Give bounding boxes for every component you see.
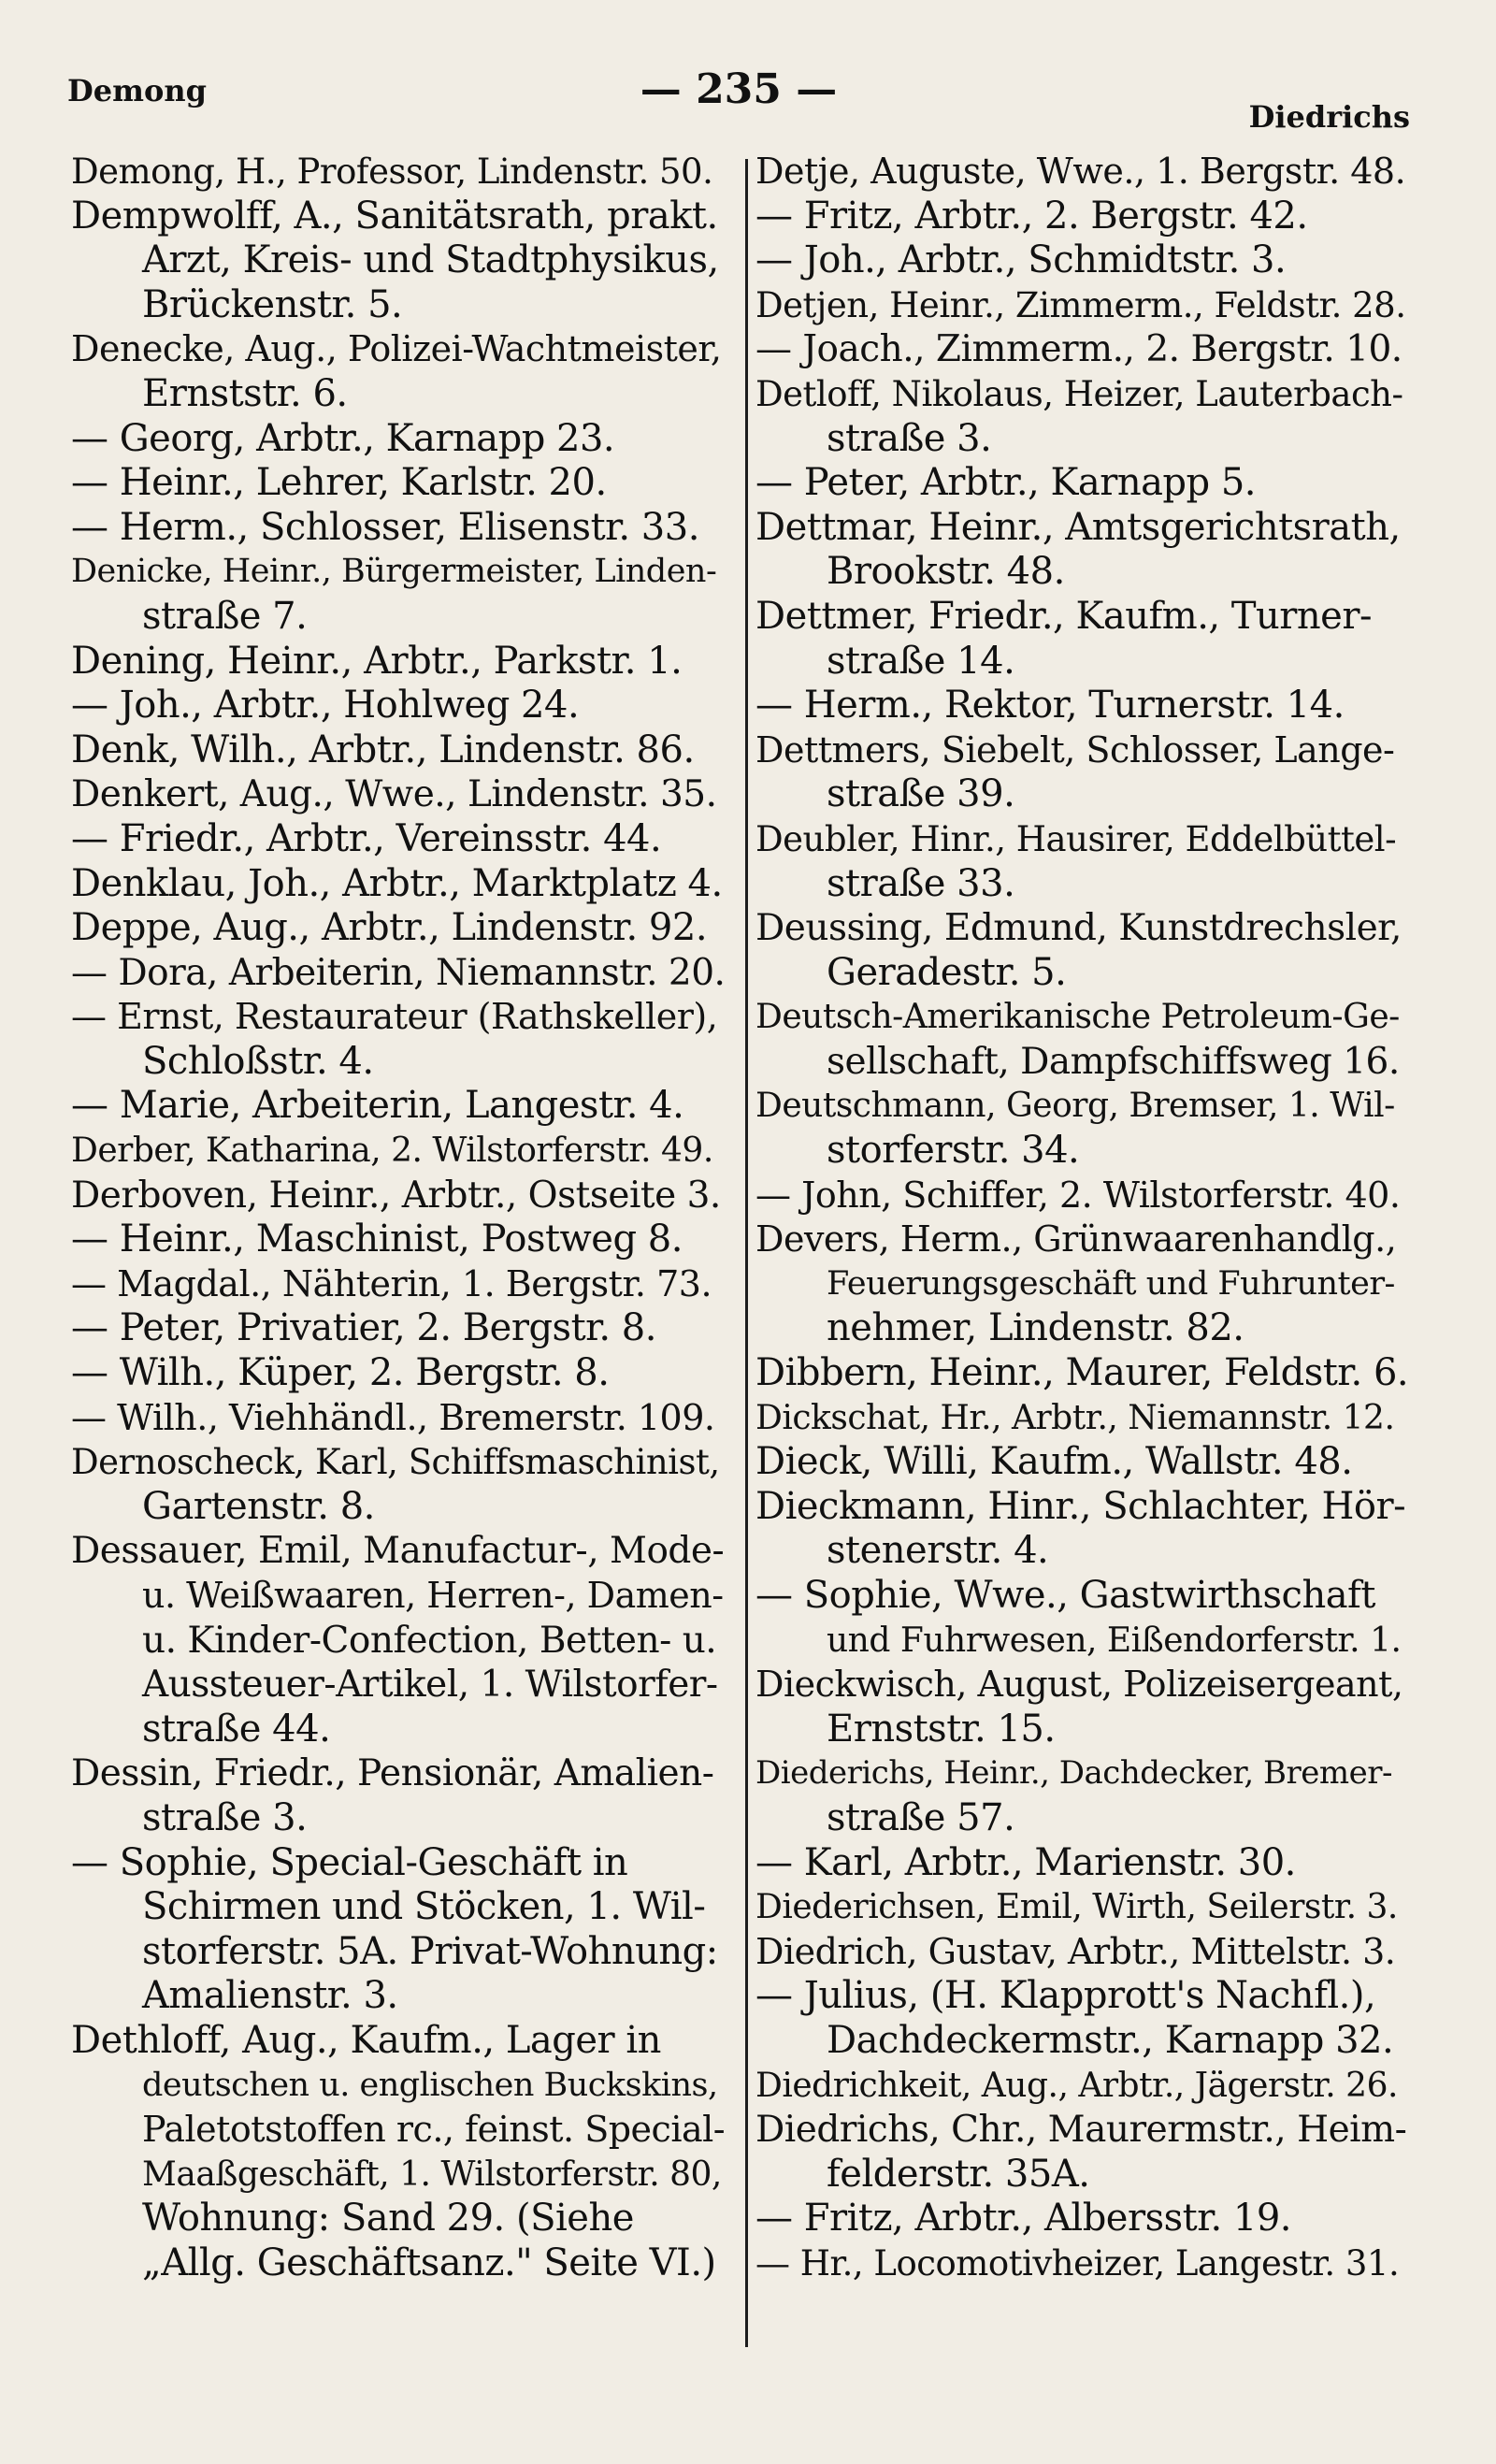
directory-entry-continuation: Wohnung: Sand 29. (Siehe — [142, 2197, 634, 2241]
left-column — [71, 150, 726, 2286]
directory-entry: Detjen, Heinr., Zimmerm., Feldstr. 28. — [755, 284, 1406, 325]
directory-entry-continuation: straße 44. — [142, 1707, 331, 1751]
directory-entry: Dettmar, Heinr., Amtsgerichtsrath, — [755, 505, 1401, 549]
directory-entry: Dessauer, Emil, Manufactur-, Mode- — [71, 1530, 725, 1573]
directory-entry: Diedrich, Gustav, Arbtr., Mittelstr. 3. — [755, 1930, 1396, 1972]
directory-entry-continuation: und Fuhrwesen, Eißendorferstr. 1. — [827, 1621, 1402, 1660]
directory-entry: — Georg, Arbtr., Karnapp 23. — [71, 416, 615, 460]
directory-entry-continuation: u. Weißwaaren, Herren-, Damen- — [142, 1575, 724, 1616]
directory-entry: Deubler, Hinr., Hausirer, Eddelbüttel- — [755, 818, 1397, 859]
column-divider — [745, 159, 748, 2347]
directory-entry: Diedrichkeit, Aug., Arbtr., Jägerstr. 26. — [755, 2066, 1398, 2105]
directory-entry: — Fritz, Arbtr., Albersstr. 19. — [755, 2197, 1291, 2241]
directory-entry: Derber, Katharina, 2. Wilstorferstr. 49. — [71, 1131, 713, 1171]
directory-entry: Dethloff, Aug., Kaufm., Lager in — [71, 2018, 661, 2062]
directory-entry: — Joh., Arbtr., Schmidtstr. 3. — [755, 238, 1287, 282]
directory-entry: Dieckwisch, August, Polizeisergeant, — [755, 1664, 1403, 1706]
directory-entry-continuation: Amalienstr. 3. — [142, 1974, 398, 2018]
directory-entry: — Magdal., Nähterin, 1. Bergstr. 73. — [71, 1262, 712, 1304]
directory-entry: Deussing, Edmund, Kunstdrechsler, — [755, 907, 1402, 950]
directory-entry: Dibbern, Heinr., Maurer, Feldstr. 6. — [755, 1351, 1409, 1395]
directory-entry: — Fritz, Arbtr., 2. Bergstr. 42. — [755, 194, 1308, 238]
directory-entry: — Peter, Privatier, 2. Bergstr. 8. — [71, 1306, 656, 1350]
directory-entry-continuation: straße 14. — [827, 639, 1015, 683]
directory-entry-continuation: straße 33. — [827, 861, 1015, 905]
page-number: — 235 — — [640, 65, 838, 113]
directory-entry: Dernoscheck, Karl, Schiffsmaschinist, — [71, 1442, 720, 1483]
directory-entry: Deppe, Aug., Arbtr., Lindenstr. 92. — [71, 906, 708, 950]
directory-entry-continuation: straße 3. — [827, 416, 992, 460]
directory-entry: — Joach., Zimmerm., 2. Bergstr. 10. — [755, 328, 1402, 371]
directory-entry-continuation: Paletotstoffen rc., feinst. Special- — [142, 2109, 726, 2151]
directory-entry: Dettmers, Siebelt, Schlosser, Lange- — [755, 728, 1395, 771]
directory-entry-continuation: stenerstr. 4. — [827, 1529, 1049, 1573]
directory-entry: Denecke, Aug., Polizei-Wachtmeister, — [71, 328, 722, 370]
running-head-left: Demong — [67, 73, 207, 108]
directory-entry: Devers, Herm., Grünwaarenhandlg., — [755, 1218, 1397, 1261]
directory-entry-continuation: Gartenstr. 8. — [142, 1484, 375, 1528]
directory-entry: — Friedr., Arbtr., Vereinsstr. 44. — [71, 816, 662, 860]
directory-entry: Diederichs, Heinr., Dachdecker, Bremer- — [755, 1754, 1392, 1793]
directory-entry-continuation: Brückenstr. 5. — [142, 282, 403, 326]
directory-entry-continuation: straße 7. — [142, 594, 308, 638]
directory-entry: — Dora, Arbeiterin, Niemannstr. 20. — [71, 951, 726, 994]
directory-entry-continuation: Schloßstr. 4. — [142, 1039, 374, 1083]
directory-entry-continuation: Maaßgeschäft, 1. Wilstorferstr. 80, — [142, 2154, 722, 2194]
directory-entry-continuation: straße 57. — [827, 1795, 1015, 1839]
directory-entry: Diedrichs, Chr., Maurermstr., Heim- — [755, 2109, 1407, 2152]
directory-entry: Derboven, Heinr., Arbtr., Ostseite 3. — [71, 1174, 721, 1217]
directory-entry: — Sophie, Special-Geschäft in — [71, 1840, 628, 1884]
directory-entry: Dening, Heinr., Arbtr., Parkstr. 1. — [71, 639, 683, 683]
directory-entry: Dickschat, Hr., Arbtr., Niemannstr. 12. — [755, 1398, 1395, 1437]
directory-entry: — Joh., Arbtr., Hohlweg 24. — [71, 684, 580, 728]
right-column — [755, 150, 1410, 2286]
directory-entry: — Hr., Locomotivheizer, Langestr. 31. — [755, 2242, 1400, 2284]
directory-entry: Deutschmann, Georg, Bremser, 1. Wil- — [755, 1087, 1395, 1126]
directory-entry: — Ernst, Restaurateur (Rathskeller), — [71, 996, 718, 1038]
directory-entry: — Sophie, Wwe., Gastwirthschaft — [755, 1574, 1375, 1617]
directory-entry: — Peter, Arbtr., Karnapp 5. — [755, 461, 1257, 505]
directory-entry-continuation: „Allg. Geschäftsanz." Seite VI.) — [142, 2241, 716, 2284]
directory-entry: — Julius, (H. Klapprott's Nachfl.), — [755, 1974, 1376, 2018]
directory-entry: — Marie, Arbeiterin, Langestr. 4. — [71, 1084, 684, 1128]
directory-entry: — Heinr., Maschinist, Postweg 8. — [71, 1218, 683, 1261]
directory-entry: Denkert, Aug., Wwe., Lindenstr. 35. — [71, 773, 717, 816]
directory-entry: Dettmer, Friedr., Kaufm., Turner- — [755, 594, 1372, 638]
directory-entry-continuation: deutschen u. englischen Buckskins, — [142, 2066, 718, 2104]
directory-entry-continuation: Schirmen und Stöcken, 1. Wil- — [142, 1885, 706, 1929]
running-head-right: Diedrichs — [1248, 99, 1410, 135]
directory-entry: Dieckmann, Hinr., Schlachter, Hör- — [755, 1484, 1406, 1528]
directory-entry: — Wilh., Küper, 2. Bergstr. 8. — [71, 1351, 610, 1395]
directory-entry: Denklau, Joh., Arbtr., Marktplatz 4. — [71, 861, 723, 905]
directory-entry-continuation: Aussteuer-Artikel, 1. Wilstorfer- — [142, 1664, 718, 1707]
directory-entry-continuation: felderstr. 35A. — [827, 2152, 1090, 2196]
directory-entry: Diederichsen, Emil, Wirth, Seilerstr. 3. — [755, 1888, 1398, 1927]
directory-entry-continuation: nehmer, Lindenstr. 82. — [827, 1306, 1244, 1350]
directory-entry: Dempwolff, A., Sanitätsrath, prakt. — [71, 194, 718, 238]
directory-entry: Detloff, Nikolaus, Heizer, Lauterbach- — [755, 373, 1403, 414]
directory-entry: — Heinr., Lehrer, Karlstr. 20. — [71, 461, 607, 505]
directory-entry-continuation: Ernststr. 6. — [142, 371, 348, 415]
directory-entry: Detje, Auguste, Wwe., 1. Bergstr. 48. — [755, 151, 1406, 192]
directory-entry: Dieck, Willi, Kaufm., Wallstr. 48. — [755, 1440, 1353, 1484]
directory-entry-continuation: Brookstr. 48. — [827, 550, 1065, 594]
directory-entry-continuation: Ernststr. 15. — [827, 1707, 1056, 1751]
directory-entry-continuation: straße 3. — [142, 1795, 308, 1839]
directory-entry: Denicke, Heinr., Bürgermeister, Linden- — [71, 553, 717, 591]
directory-entry-continuation: u. Kinder-Confection, Betten- u. — [142, 1619, 717, 1662]
directory-entry: — Karl, Arbtr., Marienstr. 30. — [755, 1840, 1296, 1884]
directory-entry-continuation: straße 39. — [827, 772, 1015, 816]
directory-entry: — Herm., Schlosser, Elisenstr. 33. — [71, 505, 699, 549]
directory-entry-continuation: Feuerungsgeschäft und Fuhrunter- — [827, 1264, 1395, 1303]
directory-entry-continuation: Dachdeckermstr., Karnapp 32. — [827, 2018, 1394, 2062]
page-header — [67, 65, 1410, 135]
directory-entry: — Wilh., Viehhändl., Bremerstr. 109. — [71, 1396, 715, 1438]
directory-entry-continuation: sellschaft, Dampfschiffsweg 16. — [827, 1040, 1400, 1083]
directory-entry-continuation: storferstr. 34. — [827, 1129, 1080, 1173]
directory-entry: Dessin, Friedr., Pensionär, Amalien- — [71, 1752, 714, 1795]
directory-entry: — Herm., Rektor, Turnerstr. 14. — [755, 684, 1345, 728]
directory-entry-continuation: Arzt, Kreis- und Stadtphysikus, — [142, 238, 719, 282]
directory-entry: Demong, H., Professor, Lindenstr. 50. — [71, 151, 713, 192]
directory-entry: Denk, Wilh., Arbtr., Lindenstr. 86. — [71, 728, 695, 771]
directory-entry: Deutsch-Amerikanische Petroleum-Ge- — [755, 998, 1400, 1037]
directory-entry: — John, Schiffer, 2. Wilstorferstr. 40. — [755, 1174, 1401, 1216]
directory-entry-continuation: Geradestr. 5. — [827, 950, 1067, 994]
directory-entry-continuation: storferstr. 5A. Privat-Wohnung: — [142, 1929, 718, 1973]
